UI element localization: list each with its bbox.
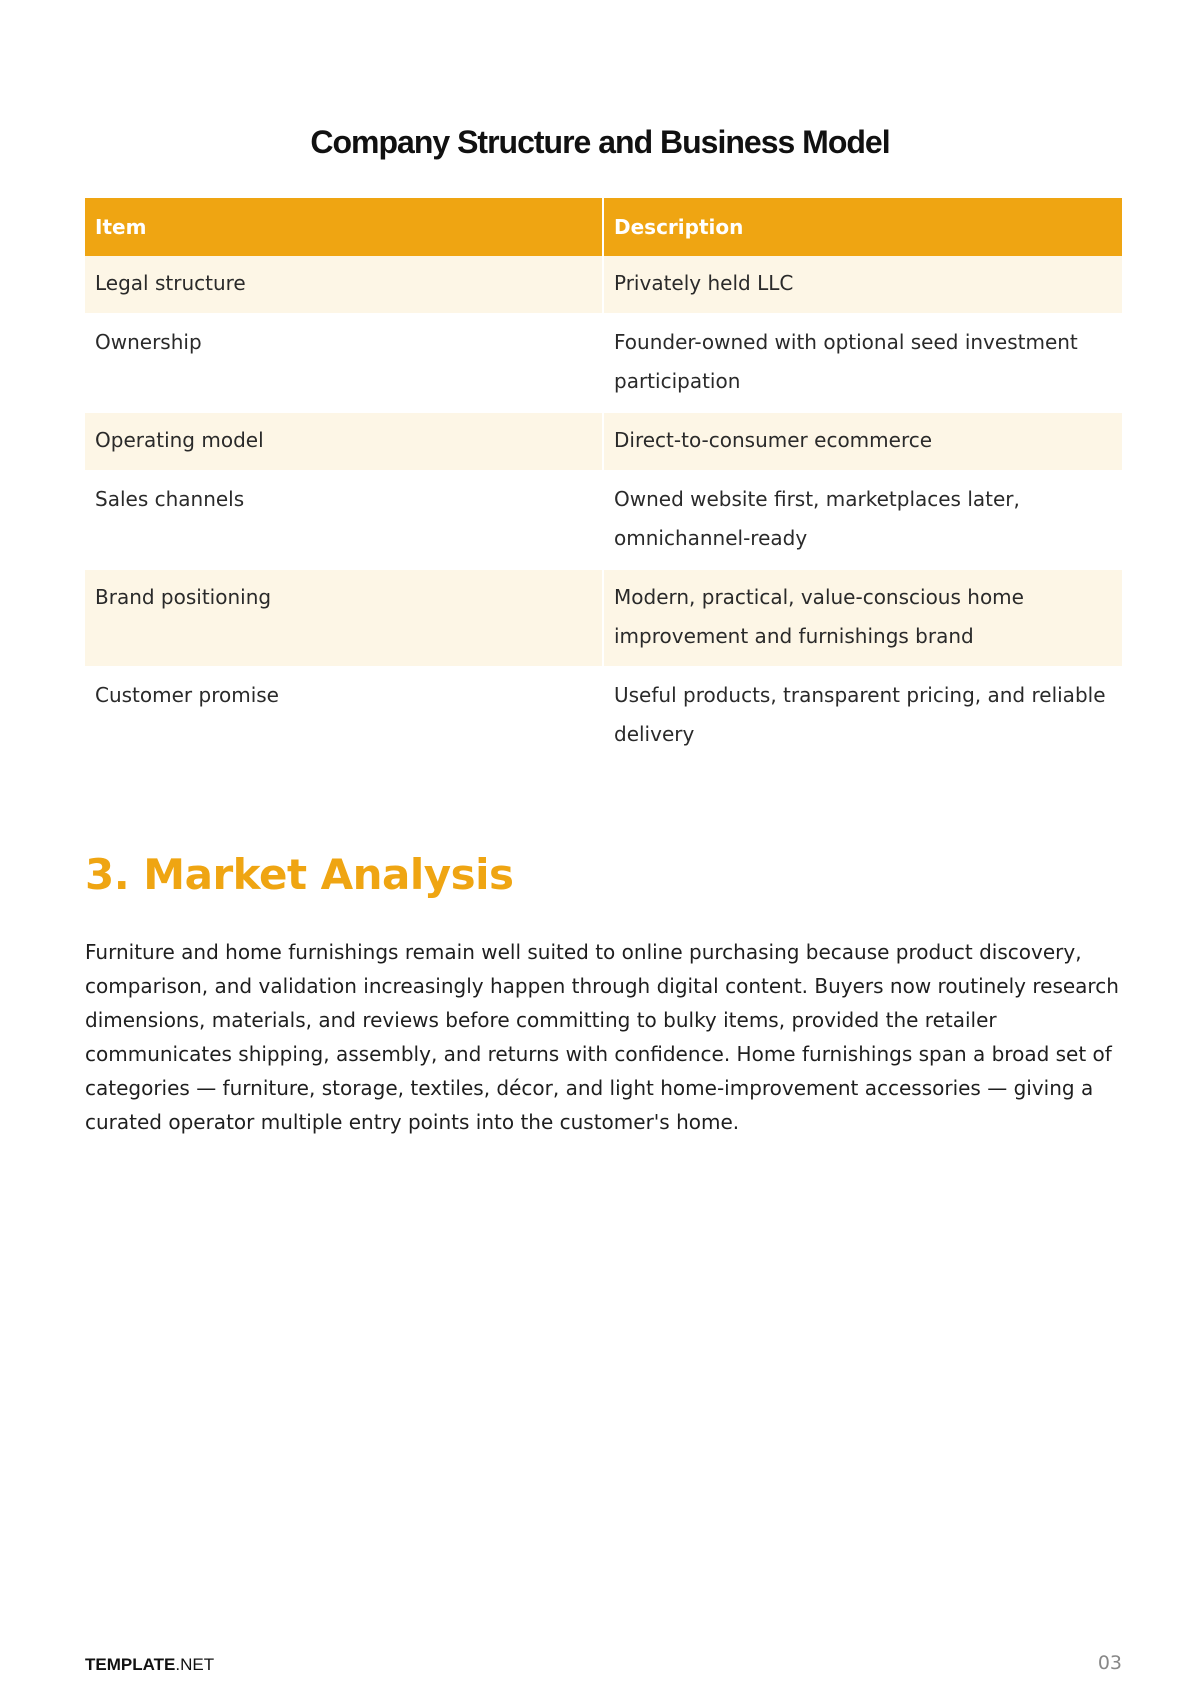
row-description: Useful products, transparent pricing, and reliable delivery	[603, 667, 1122, 764]
row-item: Ownership	[85, 314, 603, 412]
row-item: Customer promise	[85, 667, 603, 764]
row-item: Operating model	[85, 412, 603, 471]
company-structure-table	[85, 198, 1122, 764]
row-description: Modern, practical, value-conscious home improvement and furnishings brand	[603, 569, 1122, 667]
table-row	[85, 314, 1122, 412]
row-description: Owned website first, marketplaces later, omnichannel-ready	[603, 471, 1122, 569]
table-row	[85, 256, 1122, 314]
table-header-row	[85, 198, 1122, 256]
column-header-item: Item	[85, 198, 603, 256]
table-title: Company Structure and Business Model	[310, 124, 890, 160]
row-description: Privately held LLC	[603, 256, 1122, 314]
brand-suffix: .NET	[175, 1655, 215, 1674]
row-item: Legal structure	[85, 256, 603, 314]
footer-brand-logo	[85, 1655, 214, 1675]
page-number: 03	[1097, 1652, 1122, 1674]
table-row	[85, 569, 1122, 667]
row-item: Sales channels	[85, 471, 603, 569]
table-row	[85, 471, 1122, 569]
row-description: Direct-to-consumer ecommerce	[603, 412, 1122, 471]
section-heading: 3. Market Analysis	[85, 850, 514, 899]
brand-name: TEMPLATE	[85, 1655, 176, 1674]
column-header-description: Description	[603, 198, 1122, 256]
section-body-paragraph: Furniture and home furnishings remain well suited to online purchasing because product discovery, comparison, and validation increasingly happen through digital content. Buyers now routinely research dimensions, materials, and reviews before committing to bulky items, provided the retailer communicates shipping, assembly, and returns with confidence. Home furnishings span a broad set of categories — furniture, storage, textiles, décor, and light home-improvement accessories — giving a curated operator multiple entry points into the customer's home.	[85, 940, 1119, 1134]
row-description: Founder-owned with optional seed investment participation	[603, 314, 1122, 412]
row-item: Brand positioning	[85, 569, 603, 667]
table-row	[85, 412, 1122, 471]
table-row	[85, 667, 1122, 764]
